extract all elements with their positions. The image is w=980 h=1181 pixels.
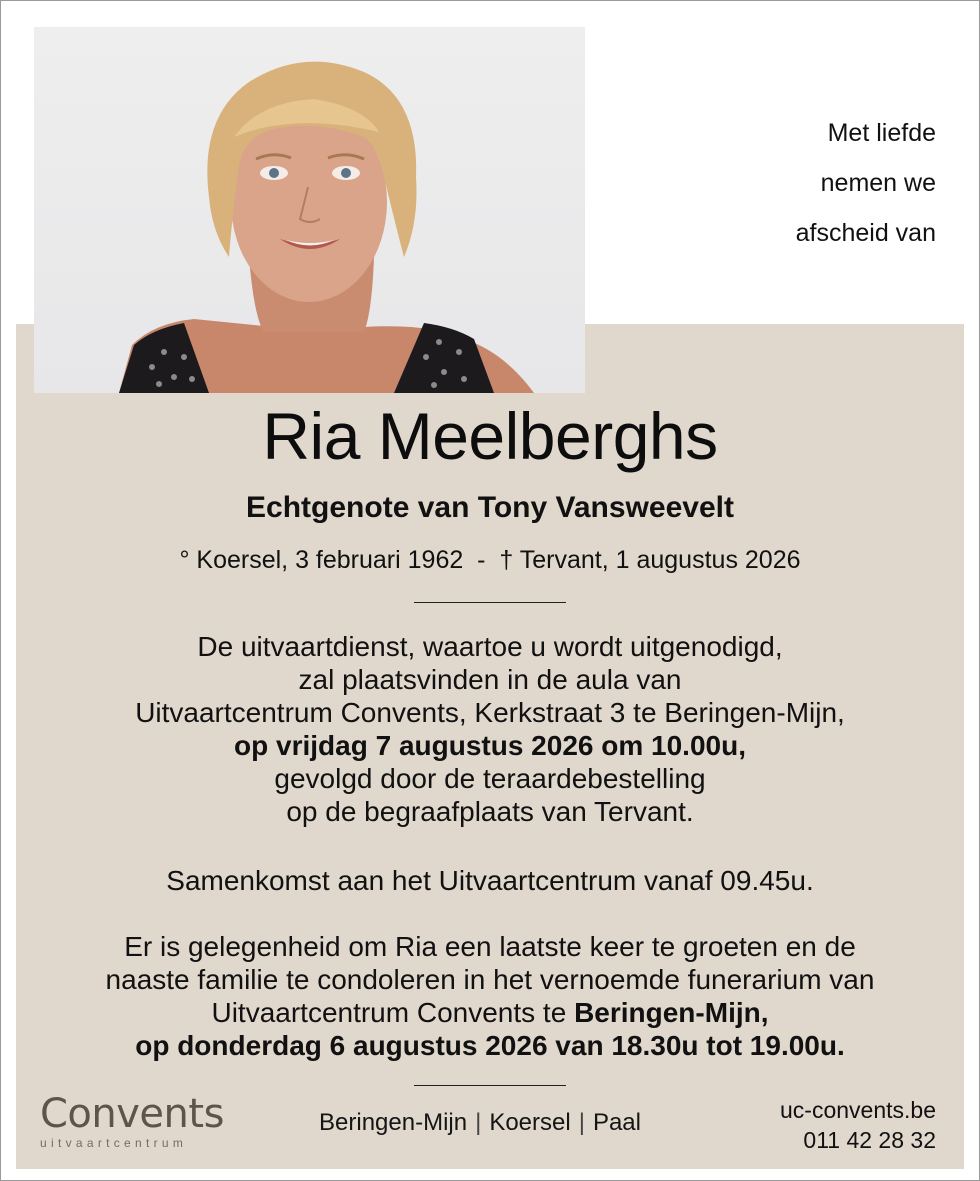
service-datetime: op vrijdag 7 augustus 2026 om 10.00u, xyxy=(234,730,746,761)
convents-logo: Convents xyxy=(40,1091,224,1137)
service-line: op de begraafplaats van Tervant. xyxy=(286,796,694,827)
spouse-line: Echtgenote van Tony Vansweevelt xyxy=(246,491,734,524)
service-line: De uitvaartdienst, waartoe u wordt uitgenodigd, xyxy=(197,631,783,662)
service-line: gevolgd door de teraardebestelling xyxy=(274,763,706,794)
phone-number: 011 42 28 32 xyxy=(803,1127,936,1153)
locations-list xyxy=(290,1107,670,1139)
location-item: Koersel xyxy=(489,1109,571,1136)
visitation-line xyxy=(0,996,980,1029)
contact-info xyxy=(696,1095,936,1155)
gathering-text: Samenkomst aan het Uitvaartcentrum vanaf 09.45u. xyxy=(166,865,814,896)
intro-text xyxy=(676,108,936,258)
location-item: Paal xyxy=(592,1109,641,1136)
visitation-details xyxy=(0,930,980,1062)
visitation-place-prefix: Uitvaartcentrum Convents te xyxy=(211,997,575,1028)
convents-logo-subtitle: uitvaartcentrum xyxy=(40,1136,188,1150)
birth-death-dates: ° Koersel, 3 februari 1962 - † Tervant, 1 augustus 2026 xyxy=(179,546,801,574)
service-details xyxy=(0,630,980,828)
service-line: Uitvaartcentrum Convents, Kerkstraat 3 te Beringen-Mijn, xyxy=(135,697,845,728)
service-line: zal plaatsvinden in de aula van xyxy=(298,664,682,695)
visitation-place: Beringen-Mijn, xyxy=(574,997,769,1028)
intro-line: nemen we xyxy=(820,169,936,197)
intro-line: afscheid van xyxy=(795,219,936,247)
visitation-line: naaste familie te condoleren in het vernoemde funerarium van xyxy=(105,964,875,995)
divider-top xyxy=(414,602,566,603)
visitation-datetime: op donderdag 6 augustus 2026 van 18.30u tot 19.00u. xyxy=(135,1030,845,1061)
separator: | xyxy=(475,1109,482,1136)
separator: | xyxy=(578,1109,585,1136)
website-link[interactable]: uc-convents.be xyxy=(780,1097,936,1123)
intro-line: Met liefde xyxy=(827,119,936,147)
deceased-name: Ria Meelberghs xyxy=(262,399,718,473)
divider-bottom xyxy=(414,1085,566,1086)
portrait-photo xyxy=(34,27,585,393)
visitation-line: Er is gelegenheid om Ria een laatste keer te groeten en de xyxy=(124,931,856,962)
location-item: Beringen-Mijn xyxy=(319,1109,468,1136)
